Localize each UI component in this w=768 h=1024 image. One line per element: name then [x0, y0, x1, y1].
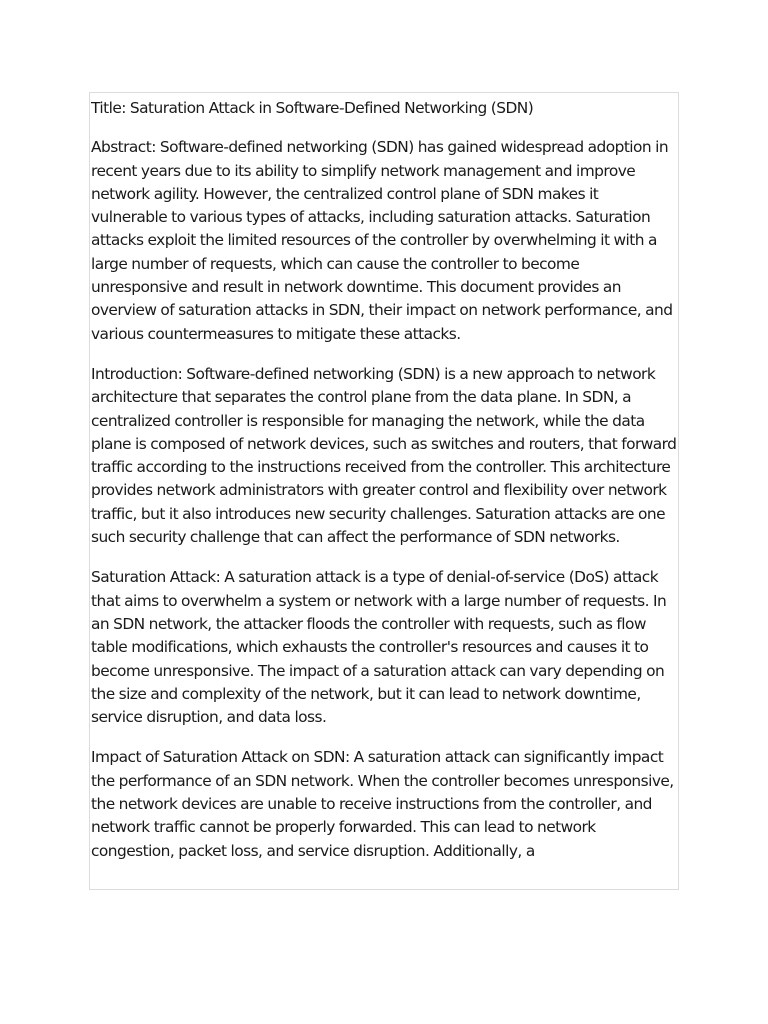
document-body [90, 93, 678, 863]
abstract-paragraph: Abstract: Software-defined networking (SDN) has gained widespread adoption in recent years due to its ability to simplify network management and improve network agility. However, the centralized control plane of SDN makes it vulnerable to various types of attacks, including saturation attacks. Saturation attacks exploit the limited resources of the controller by overwhelming it with a large number of requests, which can cause the controller to become unresponsive and result in network downtime. This document provides an overview of saturation attacks in SDN, their impact on network performance, and various countermeasures to mitigate these attacks. [91, 138, 673, 343]
impact-paragraph: Impact of Saturation Attack on SDN: A saturation attack can significantly impact the performance of an SDN network. When the controller becomes unresponsive, the network devices are unable to receive instructions from the controller, and network traffic cannot be properly forwarded. This can lead to network congestion, packet loss, and service disruption. Additionally, a [91, 748, 674, 860]
introduction-paragraph: Introduction: Software-defined networking (SDN) is a new approach to network architecture that separates the control plane from the data plane. In SDN, a centralized controller is responsible for managing the network, while the data plane is composed of network devices, such as switches and routers, that forward traffic according to the instructions received from the controller. This architecture provides network administrators with greater control and flexibility over network traffic, but it also introduces new security challenges. Saturation attacks are one such security challenge that can affect the performance of SDN networks. [91, 364, 677, 547]
document-page [89, 92, 679, 890]
document-title: Title: Saturation Attack in Software-Defined Networking (SDN) [91, 99, 534, 117]
saturation-attack-paragraph: Saturation Attack: A saturation attack is a type of denial-of-service (DoS) attack that aims to overwhelm a system or network with a large number of requests. In an SDN network, the attacker floods the controller with requests, such as flow table modifications, which exhausts the controller's resources and causes it to become unresponsive. The impact of a saturation attack can vary depending on the size and complexity of the network, but it can lead to network downtime, service disruption, and data loss. [91, 568, 667, 727]
